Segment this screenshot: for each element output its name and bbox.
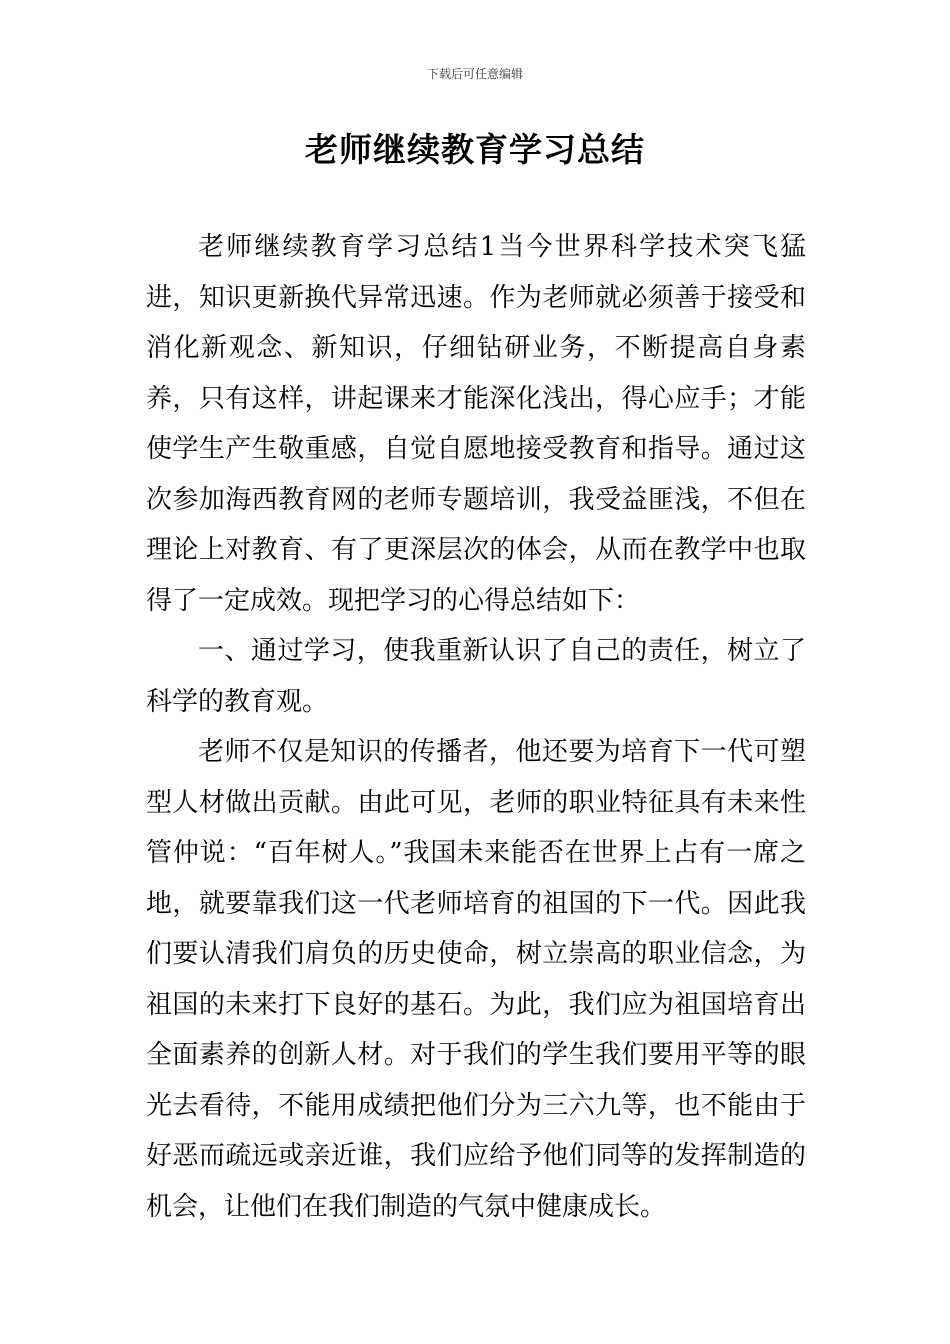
paragraph: 一、通过学习，使我重新认识了自己的责任，树立了科学的教育观。 <box>146 636 806 717</box>
header-note: 下载后可任意编辑 <box>426 67 523 81</box>
document-title: 老师继续教育学习总结 <box>305 130 645 169</box>
document-body <box>146 222 806 1232</box>
paragraph: 老师继续教育学习总结1当今世界科学技术突飞猛进，知识更新换代异常迅速。作为老师就必须善于接受和消化新观念、新知识，仔细钻研业务，不断提高自身素养，只有这样，讲起课来才能深化浅出，得心应手；才能使学生产生敬重感，自觉自愿地接受教育和指导。通过这次参加海西教育网的老师专题培训，我受益匪浅，不但在理论上对教育、有了更深层次的体会，从而在教学中也取得了一定成效。现把学习的心得总结如下： <box>146 232 806 616</box>
paragraph: 老师不仅是知识的传播者，他还要为培育下一代可塑型人材做出贡献。由此可见，老师的职业特征具有未来性管仲说：“百年树人。”我国未来能否在世界上占有一席之地，就要靠我们这一代老师培育的祖国的下一代。因此我们要认清我们肩负的历史使命，树立崇高的职业信念，为祖国的未来打下良好的基石。为此，我们应为祖国培育出全面素养的创新人材。对于我们的学生我们要用平等的眼光去看待，不能用成绩把他们分为三六九等，也不能由于好恶而疏远或亲近谁，我们应给予他们同等的发挥制造的机会，让他们在我们制造的气氛中健康成长。 <box>146 737 806 1222</box>
